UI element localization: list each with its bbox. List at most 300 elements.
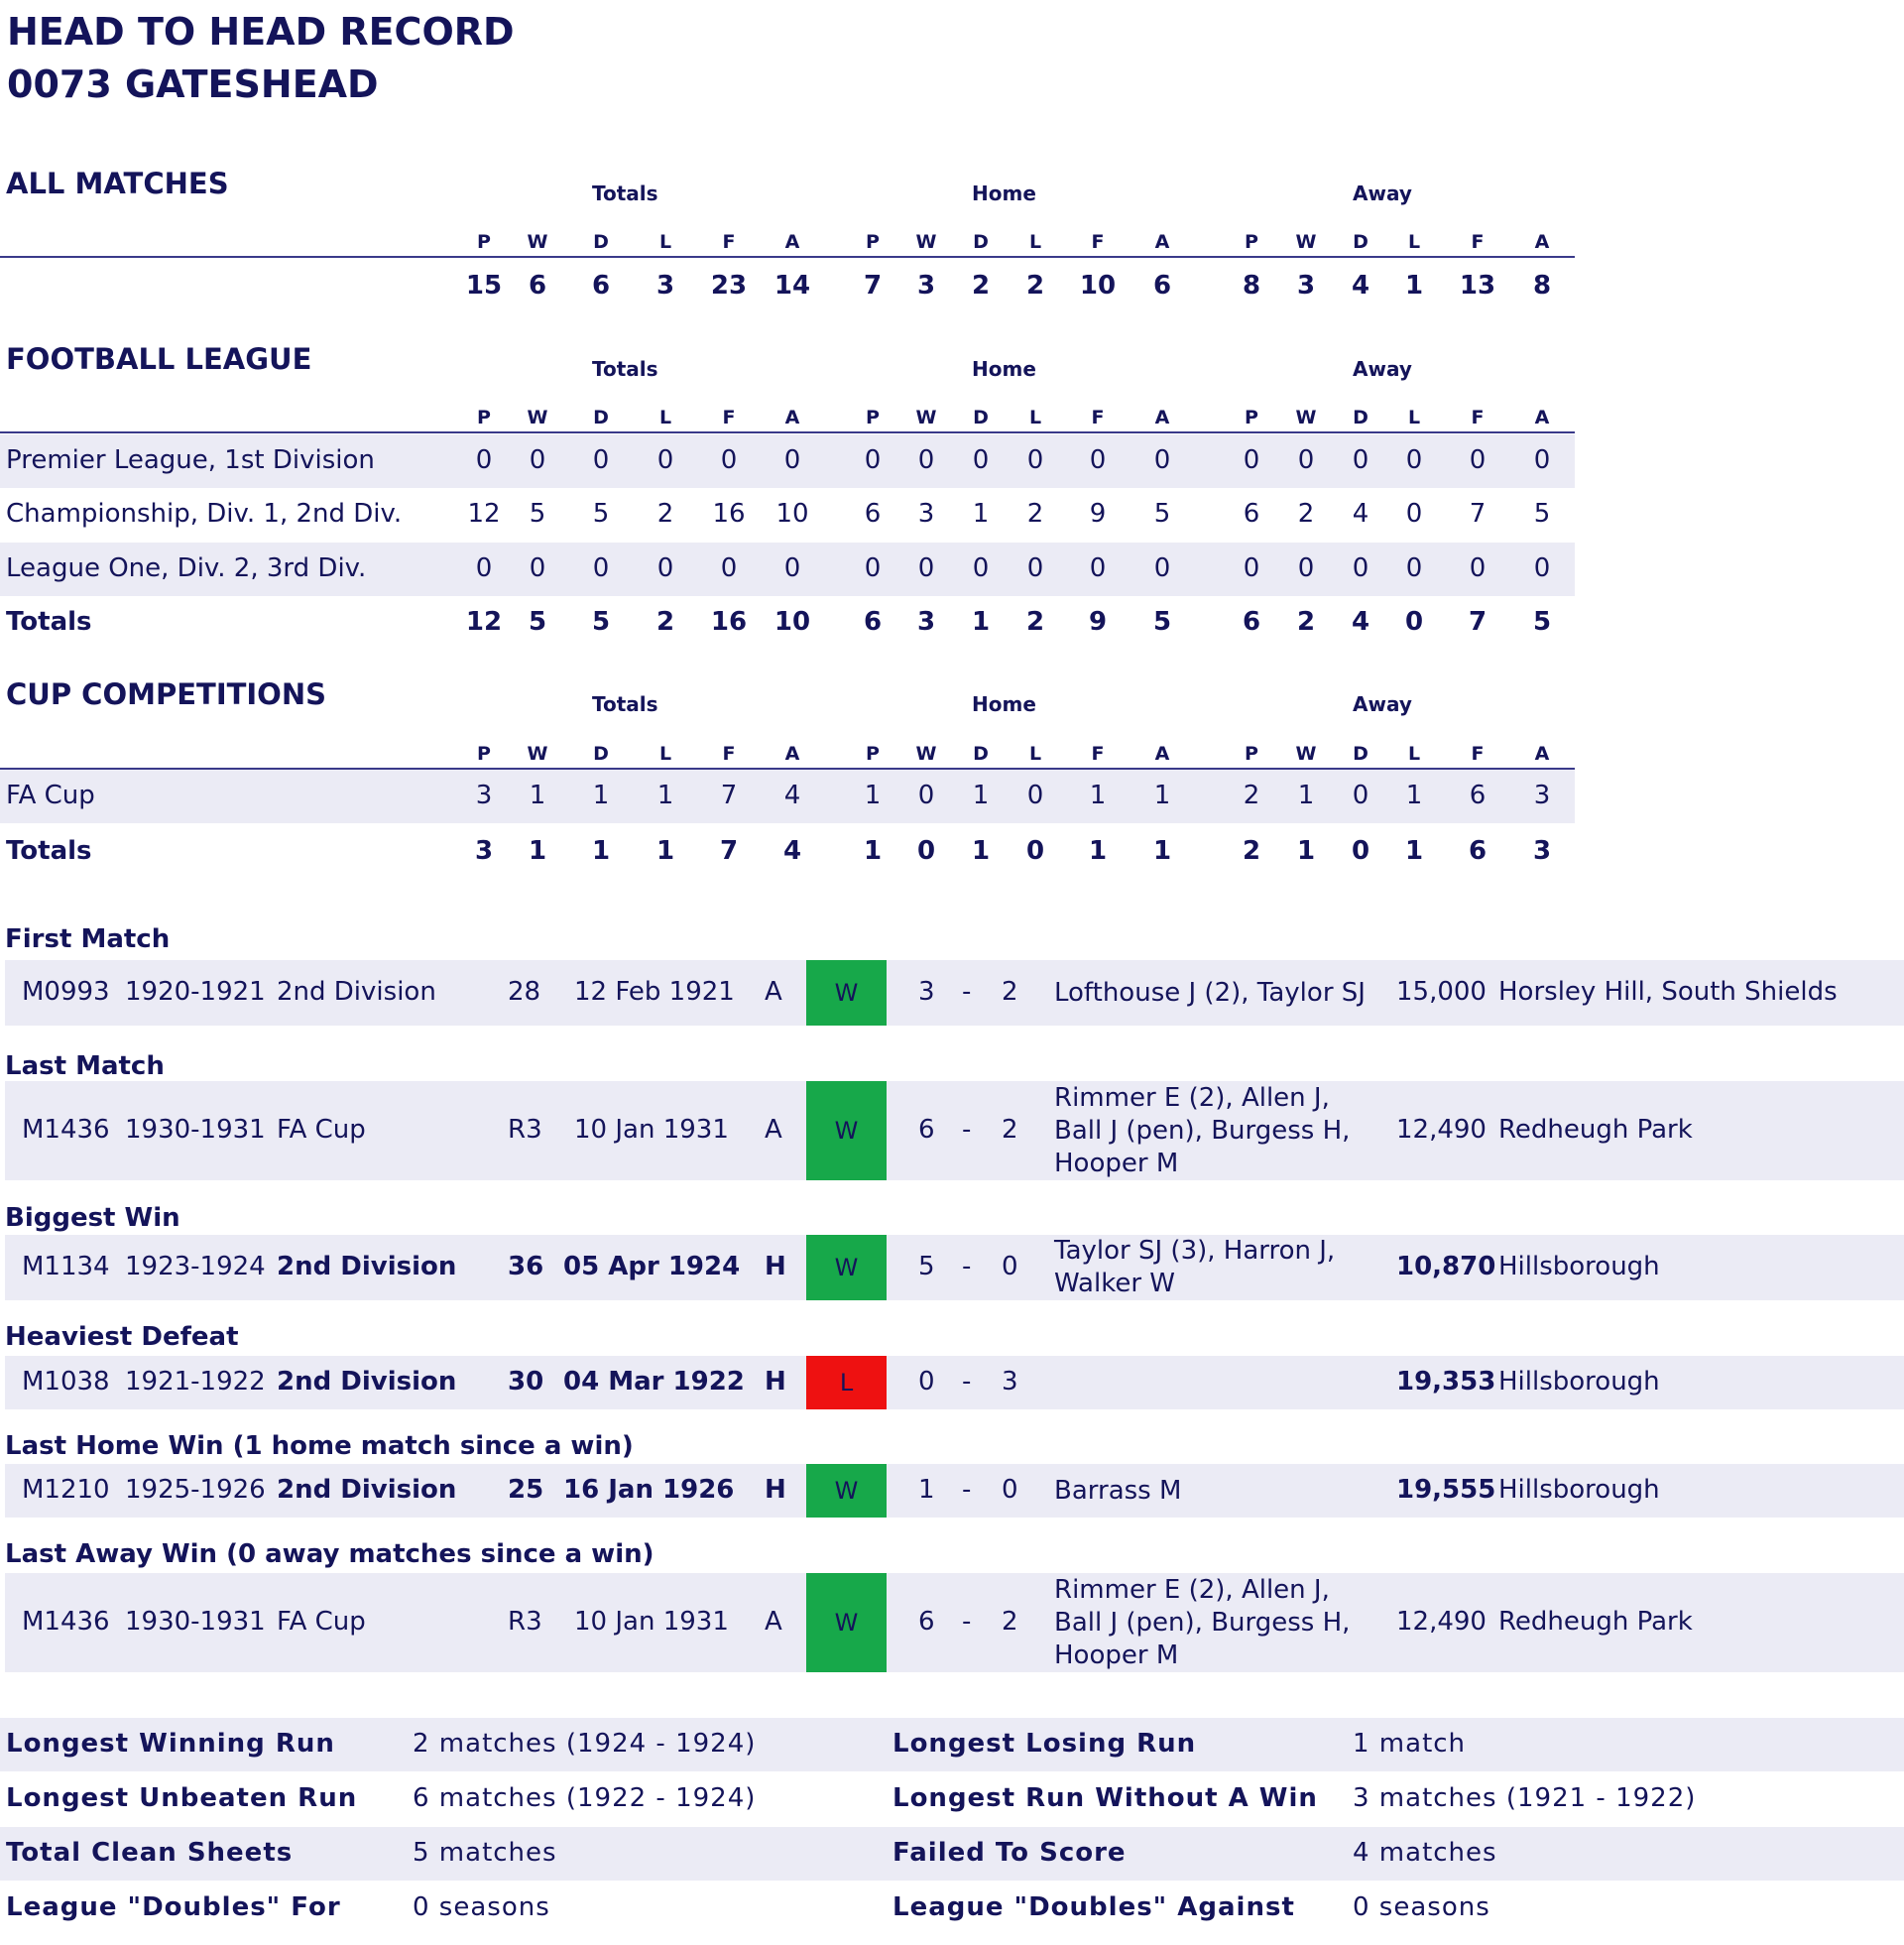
league-row-cell: 10: [775, 499, 809, 529]
league-row-cell: 0: [592, 445, 610, 475]
match-score-separator: -: [962, 1252, 972, 1281]
league-row-cell: 0: [1297, 445, 1315, 475]
cup-totals-cell: 1: [528, 836, 547, 866]
page-title-line1: HEAD TO HEAD RECORD: [7, 10, 515, 54]
all-matches-col-header: D: [973, 231, 989, 253]
match-season: 1925-1926: [125, 1475, 266, 1505]
match-season: 1923-1924: [125, 1252, 266, 1281]
match-date: 05 Apr 1924: [563, 1252, 741, 1281]
match-ground: Hillsborough: [1498, 1475, 1660, 1505]
league-row-cell: 0: [1243, 553, 1260, 583]
league-row-cell: 0: [1297, 553, 1315, 583]
match-competition: 2nd Division: [277, 1475, 457, 1505]
cup-col-header: D: [1353, 743, 1368, 765]
all-matches-cell: 8: [1242, 271, 1261, 301]
scorer-line: Rimmer E (2), Allen J,: [1054, 1574, 1330, 1605]
league-row-cell: 0: [1026, 445, 1044, 475]
league-row-cell: 1: [972, 499, 990, 529]
match-ground: Redheugh Park: [1498, 1115, 1693, 1145]
cup-col-header: P: [477, 743, 491, 765]
cup-totals-cell: 0: [1351, 836, 1370, 866]
cup-row-cell: 1: [1153, 781, 1171, 810]
page-title-line2: 0073 GATESHEAD: [7, 62, 379, 106]
match-date: 16 Jan 1926: [563, 1475, 735, 1505]
cup-row-cell: 2: [1243, 781, 1260, 810]
match-goals-against: 3: [1002, 1367, 1018, 1397]
match-attendance: 10,870: [1396, 1252, 1496, 1281]
all-matches-col-header: W: [915, 231, 937, 253]
section-title-all-matches: ALL MATCHES: [6, 167, 229, 200]
league-row-cell: 2: [656, 499, 674, 529]
league-row-cell: 0: [1089, 553, 1107, 583]
cup-col-header: D: [593, 743, 609, 765]
match-round: R3: [508, 1115, 542, 1145]
league-totals-cell: 4: [1351, 607, 1370, 637]
league-col-header: A: [1154, 407, 1170, 428]
league-col-header: A: [784, 407, 800, 428]
match-competition: 2nd Division: [277, 977, 436, 1007]
all-matches-cell: 2: [971, 271, 991, 301]
match-season: 1921-1922: [125, 1367, 266, 1397]
league-col-header: A: [1534, 407, 1550, 428]
league-totals-cell: 5: [1152, 607, 1172, 637]
match-result-badge: L: [806, 1356, 887, 1409]
match-score-separator: -: [962, 1475, 972, 1505]
league-totals-cell: 5: [591, 607, 611, 637]
all-matches-header-rule: [0, 256, 1575, 258]
section-title-cup: CUP COMPETITIONS: [6, 677, 326, 711]
all-matches-col-header: L: [1407, 231, 1421, 253]
league-col-header: L: [1028, 407, 1042, 428]
league-col-header: F: [1091, 407, 1105, 428]
cup-row-cell: 3: [475, 781, 493, 810]
match-result-badge: W: [806, 1235, 887, 1300]
match-ground: Hillsborough: [1498, 1367, 1660, 1397]
match-venue: H: [765, 1367, 786, 1397]
all-matches-col-header: A: [1534, 231, 1550, 253]
all-matches-col-header: P: [866, 231, 880, 253]
league-row-cell: 0: [1089, 445, 1107, 475]
all-matches-col-header: F: [1091, 231, 1105, 253]
match-round: 36: [508, 1252, 544, 1281]
all-matches-cell: 6: [1152, 271, 1172, 301]
cup-totals-cell: 1: [1088, 836, 1108, 866]
section-title-football-league: FOOTBALL LEAGUE: [6, 342, 312, 376]
cup-row-cell: 1: [592, 781, 610, 810]
league-totals-cell: 2: [1296, 607, 1316, 637]
scorer-line: Ball J (pen), Burgess H,: [1054, 1607, 1351, 1638]
cup-totals-cell: 1: [1152, 836, 1172, 866]
league-col-header: W: [1295, 407, 1317, 428]
league-row-cell: 0: [783, 445, 801, 475]
run-label-right: League "Doubles" Against: [892, 1892, 1295, 1922]
all-matches-cell: 23: [710, 271, 748, 301]
all-matches-cell: 1: [1404, 271, 1424, 301]
run-value-left: 0 seasons: [413, 1892, 550, 1922]
match-date: 10 Jan 1931: [574, 1115, 729, 1145]
match-ground: Redheugh Park: [1498, 1607, 1693, 1637]
scorer-line: Lofthouse J (2), Taylor SJ: [1054, 977, 1366, 1008]
match-result-badge: W: [806, 1464, 887, 1518]
match-heading: Heaviest Defeat: [5, 1322, 239, 1352]
match-result-badge: W: [806, 960, 887, 1026]
league-row-cell: 0: [972, 445, 990, 475]
league-col-header: W: [527, 407, 548, 428]
league-col-header: D: [973, 407, 989, 428]
league-row-cell: 0: [1153, 553, 1171, 583]
league-totals-cell: 7: [1468, 607, 1488, 637]
league-row-cell: 0: [720, 553, 738, 583]
cup-totals-cell: 3: [1532, 836, 1552, 866]
league-row-cell: 0: [720, 445, 738, 475]
league-row-cell: 0: [864, 445, 882, 475]
league-row-cell: 2: [1026, 499, 1044, 529]
league-row-cell: 0: [1469, 445, 1487, 475]
run-label-left: Total Clean Sheets: [6, 1838, 294, 1868]
cup-col-header: L: [1028, 743, 1042, 765]
league-row-cell: 7: [1469, 499, 1487, 529]
match-heading: Biggest Win: [5, 1203, 180, 1233]
all-matches-col-header: D: [1353, 231, 1368, 253]
cup-totals-cell: 1: [1296, 836, 1316, 866]
league-totals-cell: 16: [710, 607, 748, 637]
cup-totals-cell: 1: [655, 836, 675, 866]
match-date: 12 Feb 1921: [574, 977, 735, 1007]
match-id: M1134: [22, 1252, 110, 1281]
league-row-cell: 0: [592, 553, 610, 583]
match-goals-against: 2: [1002, 1607, 1018, 1637]
cup-row-cell: 0: [1352, 781, 1369, 810]
league-row-cell: 0: [1405, 553, 1423, 583]
run-label-left: Longest Winning Run: [6, 1729, 335, 1759]
league-row-cell: 5: [1533, 499, 1551, 529]
league-group-away: Away: [1353, 357, 1412, 381]
all-matches-cell: 3: [1296, 271, 1316, 301]
league-totals-cell: 6: [863, 607, 883, 637]
league-col-header: L: [658, 407, 672, 428]
match-venue: A: [765, 977, 782, 1007]
all-matches-col-header: L: [658, 231, 672, 253]
cup-col-header: L: [1407, 743, 1421, 765]
cup-group-totals: Totals: [592, 692, 658, 716]
league-totals-label: Totals: [6, 607, 92, 637]
league-totals-cell: 1: [971, 607, 991, 637]
league-row-cell: 0: [1352, 553, 1369, 583]
match-attendance: 19,353: [1396, 1367, 1496, 1397]
cup-col-header: F: [1091, 743, 1105, 765]
match-id: M1436: [22, 1115, 110, 1145]
all-matches-cell: 3: [916, 271, 936, 301]
cup-totals-cell: 0: [916, 836, 936, 866]
match-venue: A: [765, 1115, 782, 1145]
cup-group-home: Home: [972, 692, 1036, 716]
all-matches-cell: 3: [655, 271, 675, 301]
league-col-header: P: [1245, 407, 1258, 428]
cup-col-header: L: [658, 743, 672, 765]
run-value-right: 4 matches: [1353, 1838, 1497, 1868]
cup-totals-cell: 1: [591, 836, 611, 866]
cup-totals-label: Totals: [6, 836, 92, 866]
cup-col-header: A: [784, 743, 800, 765]
run-value-left: 6 matches (1922 - 1924): [413, 1783, 757, 1813]
league-col-header: F: [1471, 407, 1485, 428]
cup-row-cell: 4: [783, 781, 801, 810]
cup-col-header: W: [527, 743, 548, 765]
league-group-totals: Totals: [592, 357, 658, 381]
league-row-cell: 0: [972, 553, 990, 583]
cup-totals-cell: 1: [971, 836, 991, 866]
league-row-cell: 0: [917, 553, 935, 583]
cup-totals-cell: 6: [1468, 836, 1488, 866]
match-attendance: 12,490: [1396, 1115, 1487, 1145]
match-venue: A: [765, 1607, 782, 1637]
cup-row-cell: 3: [1533, 781, 1551, 810]
cup-row-cell: 7: [720, 781, 738, 810]
league-totals-cell: 5: [528, 607, 547, 637]
run-label-right: Longest Losing Run: [892, 1729, 1197, 1759]
cup-totals-cell: 4: [782, 836, 802, 866]
run-label-left: Longest Unbeaten Run: [6, 1783, 358, 1813]
match-goals-against: 2: [1002, 1115, 1018, 1145]
league-row-label: League One, Div. 2, 3rd Div.: [6, 553, 367, 583]
league-row-cell: 0: [656, 445, 674, 475]
match-id: M0993: [22, 977, 110, 1007]
run-label-left: League "Doubles" For: [6, 1892, 341, 1922]
match-scorers: [1054, 1574, 1350, 1672]
league-row-cell: 16: [712, 499, 746, 529]
match-goals-for: 6: [918, 1115, 935, 1145]
match-date: 04 Mar 1922: [563, 1367, 745, 1397]
all-matches-cell: 10: [1079, 271, 1117, 301]
cup-row-cell: 0: [917, 781, 935, 810]
all-matches-col-header: L: [1028, 231, 1042, 253]
league-row-cell: 0: [1153, 445, 1171, 475]
match-attendance: 15,000: [1396, 977, 1487, 1007]
league-row-cell: 0: [529, 553, 546, 583]
cup-col-header: F: [722, 743, 736, 765]
cup-row-cell: 1: [1405, 781, 1423, 810]
league-row-label: Premier League, 1st Division: [6, 445, 375, 475]
league-col-header: P: [477, 407, 491, 428]
cup-row-cell: 0: [1026, 781, 1044, 810]
league-row-cell: 5: [592, 499, 610, 529]
league-row-cell: 0: [1405, 499, 1423, 529]
match-goals-for: 5: [918, 1252, 935, 1281]
scorer-line: Hooper M: [1054, 1640, 1179, 1670]
match-competition: 2nd Division: [277, 1252, 457, 1281]
cup-col-header: W: [915, 743, 937, 765]
match-season: 1930-1931: [125, 1607, 266, 1637]
league-row-cell: 6: [864, 499, 882, 529]
scorer-line: Hooper M: [1054, 1148, 1179, 1178]
league-row-cell: 6: [1243, 499, 1260, 529]
cup-col-header: A: [1154, 743, 1170, 765]
league-totals-cell: 2: [655, 607, 675, 637]
match-id: M1436: [22, 1607, 110, 1637]
match-ground: Hillsborough: [1498, 1252, 1660, 1281]
league-col-header: W: [915, 407, 937, 428]
match-goals-for: 3: [918, 977, 935, 1007]
league-totals-cell: 10: [774, 607, 811, 637]
league-row-cell: 0: [475, 445, 493, 475]
all-matches-cell: 7: [863, 271, 883, 301]
all-matches-col-header: W: [1295, 231, 1317, 253]
league-row-cell: 0: [1533, 553, 1551, 583]
cup-col-header: A: [1534, 743, 1550, 765]
league-totals-cell: 6: [1242, 607, 1261, 637]
match-round: 30: [508, 1367, 544, 1397]
league-row-cell: 12: [467, 499, 501, 529]
league-row-cell: 5: [1153, 499, 1171, 529]
run-label-right: Failed To Score: [892, 1838, 1127, 1868]
scorer-line: Barrass M: [1054, 1475, 1182, 1506]
cup-group-away: Away: [1353, 692, 1412, 716]
cup-col-header: P: [1245, 743, 1258, 765]
league-row-label: Championship, Div. 1, 2nd Div.: [6, 499, 403, 529]
scorer-line: Rimmer E (2), Allen J,: [1054, 1082, 1330, 1113]
cup-col-header: W: [1295, 743, 1317, 765]
league-row-cell: 0: [1469, 553, 1487, 583]
cup-totals-cell: 1: [863, 836, 883, 866]
match-heading: First Match: [5, 924, 171, 954]
all-matches-cell: 6: [528, 271, 547, 301]
all-matches-col-header: P: [1245, 231, 1258, 253]
run-value-right: 0 seasons: [1353, 1892, 1490, 1922]
match-attendance: 19,555: [1396, 1475, 1496, 1505]
league-col-header: D: [1353, 407, 1368, 428]
league-col-header: F: [722, 407, 736, 428]
match-scorers: [1054, 977, 1366, 1010]
match-heading: Last Away Win (0 away matches since a win): [5, 1539, 654, 1569]
league-row-cell: 0: [783, 553, 801, 583]
league-col-header: L: [1407, 407, 1421, 428]
match-goals-against: 0: [1002, 1252, 1018, 1281]
cup-row-cell: 1: [864, 781, 882, 810]
match-scorers: [1054, 1235, 1335, 1300]
match-attendance: 12,490: [1396, 1607, 1487, 1637]
all-matches-cell: 14: [774, 271, 811, 301]
cup-row-cell: 1: [1089, 781, 1107, 810]
match-round: R3: [508, 1607, 542, 1637]
cup-row-cell: 6: [1469, 781, 1487, 810]
league-row-cell: 0: [529, 445, 546, 475]
cup-row-cell: 1: [529, 781, 546, 810]
match-result-badge: W: [806, 1573, 887, 1672]
all-matches-col-header: F: [722, 231, 736, 253]
match-goals-for: 6: [918, 1607, 935, 1637]
all-matches-cell: 15: [465, 271, 503, 301]
league-totals-cell: 0: [1404, 607, 1424, 637]
match-scorers: [1054, 1082, 1350, 1180]
league-row-cell: 0: [475, 553, 493, 583]
league-totals-cell: 12: [465, 607, 503, 637]
league-totals-cell: 3: [916, 607, 936, 637]
league-row-cell: 5: [529, 499, 546, 529]
match-round: 25: [508, 1475, 544, 1505]
match-venue: H: [765, 1252, 786, 1281]
match-score-separator: -: [962, 1367, 972, 1397]
run-value-right: 1 match: [1353, 1729, 1467, 1759]
all-matches-group-home: Home: [972, 182, 1036, 205]
league-row-cell: 9: [1089, 499, 1107, 529]
scorer-line: Walker W: [1054, 1269, 1175, 1298]
all-matches-col-header: D: [593, 231, 609, 253]
match-date: 10 Jan 1931: [574, 1607, 729, 1637]
all-matches-group-away: Away: [1353, 182, 1412, 205]
match-goals-for: 0: [918, 1367, 935, 1397]
league-col-header: P: [866, 407, 880, 428]
match-scorers: [1054, 1475, 1181, 1508]
all-matches-col-header: F: [1471, 231, 1485, 253]
match-result-badge: W: [806, 1081, 887, 1180]
match-goals-against: 2: [1002, 977, 1018, 1007]
league-row-cell: 0: [1533, 445, 1551, 475]
league-row-cell: 0: [917, 445, 935, 475]
match-goals-against: 0: [1002, 1475, 1018, 1505]
match-heading: Last Match: [5, 1051, 165, 1081]
match-season: 1920-1921: [125, 977, 266, 1007]
match-competition: FA Cup: [277, 1607, 366, 1637]
all-matches-col-header: A: [1154, 231, 1170, 253]
all-matches-cell: 4: [1351, 271, 1370, 301]
all-matches-cell: 2: [1025, 271, 1045, 301]
league-totals-cell: 5: [1532, 607, 1552, 637]
match-venue: H: [765, 1475, 786, 1505]
league-row-cell: 0: [1026, 553, 1044, 583]
cup-totals-cell: 3: [474, 836, 494, 866]
run-value-left: 2 matches (1924 - 1924): [413, 1729, 757, 1759]
cup-col-header: D: [973, 743, 989, 765]
all-matches-cell: 6: [591, 271, 611, 301]
league-totals-cell: 2: [1025, 607, 1045, 637]
cup-row-cell: 1: [972, 781, 990, 810]
match-id: M1038: [22, 1367, 110, 1397]
league-header-rule: [0, 431, 1575, 433]
match-round: 28: [508, 977, 541, 1007]
match-competition: 2nd Division: [277, 1367, 457, 1397]
cup-totals-cell: 1: [1404, 836, 1424, 866]
match-id: M1210: [22, 1475, 110, 1505]
match-heading: Last Home Win (1 home match since a win): [5, 1431, 634, 1461]
cup-col-header: F: [1471, 743, 1485, 765]
match-goals-for: 1: [918, 1475, 935, 1505]
all-matches-col-header: W: [527, 231, 548, 253]
match-ground: Horsley Hill, South Shields: [1498, 977, 1838, 1007]
all-matches-group-totals: Totals: [592, 182, 658, 205]
all-matches-col-header: P: [477, 231, 491, 253]
cup-row-cell: 1: [656, 781, 674, 810]
league-row-cell: 4: [1352, 499, 1369, 529]
match-season: 1930-1931: [125, 1115, 266, 1145]
league-totals-cell: 9: [1088, 607, 1108, 637]
run-value-left: 5 matches: [413, 1838, 557, 1868]
league-row-cell: 2: [1297, 499, 1315, 529]
run-label-right: Longest Run Without A Win: [892, 1783, 1318, 1813]
match-score-separator: -: [962, 977, 972, 1007]
cup-row-cell: 1: [1297, 781, 1315, 810]
match-score-separator: -: [962, 1607, 972, 1637]
match-score-separator: -: [962, 1115, 972, 1145]
all-matches-cell: 8: [1532, 271, 1552, 301]
league-row-cell: 0: [1243, 445, 1260, 475]
cup-col-header: P: [866, 743, 880, 765]
scorer-line: Ball J (pen), Burgess H,: [1054, 1115, 1351, 1146]
league-row-cell: 0: [1405, 445, 1423, 475]
league-group-home: Home: [972, 357, 1036, 381]
match-competition: FA Cup: [277, 1115, 366, 1145]
cup-totals-cell: 2: [1242, 836, 1261, 866]
cup-row-label: FA Cup: [6, 781, 95, 810]
